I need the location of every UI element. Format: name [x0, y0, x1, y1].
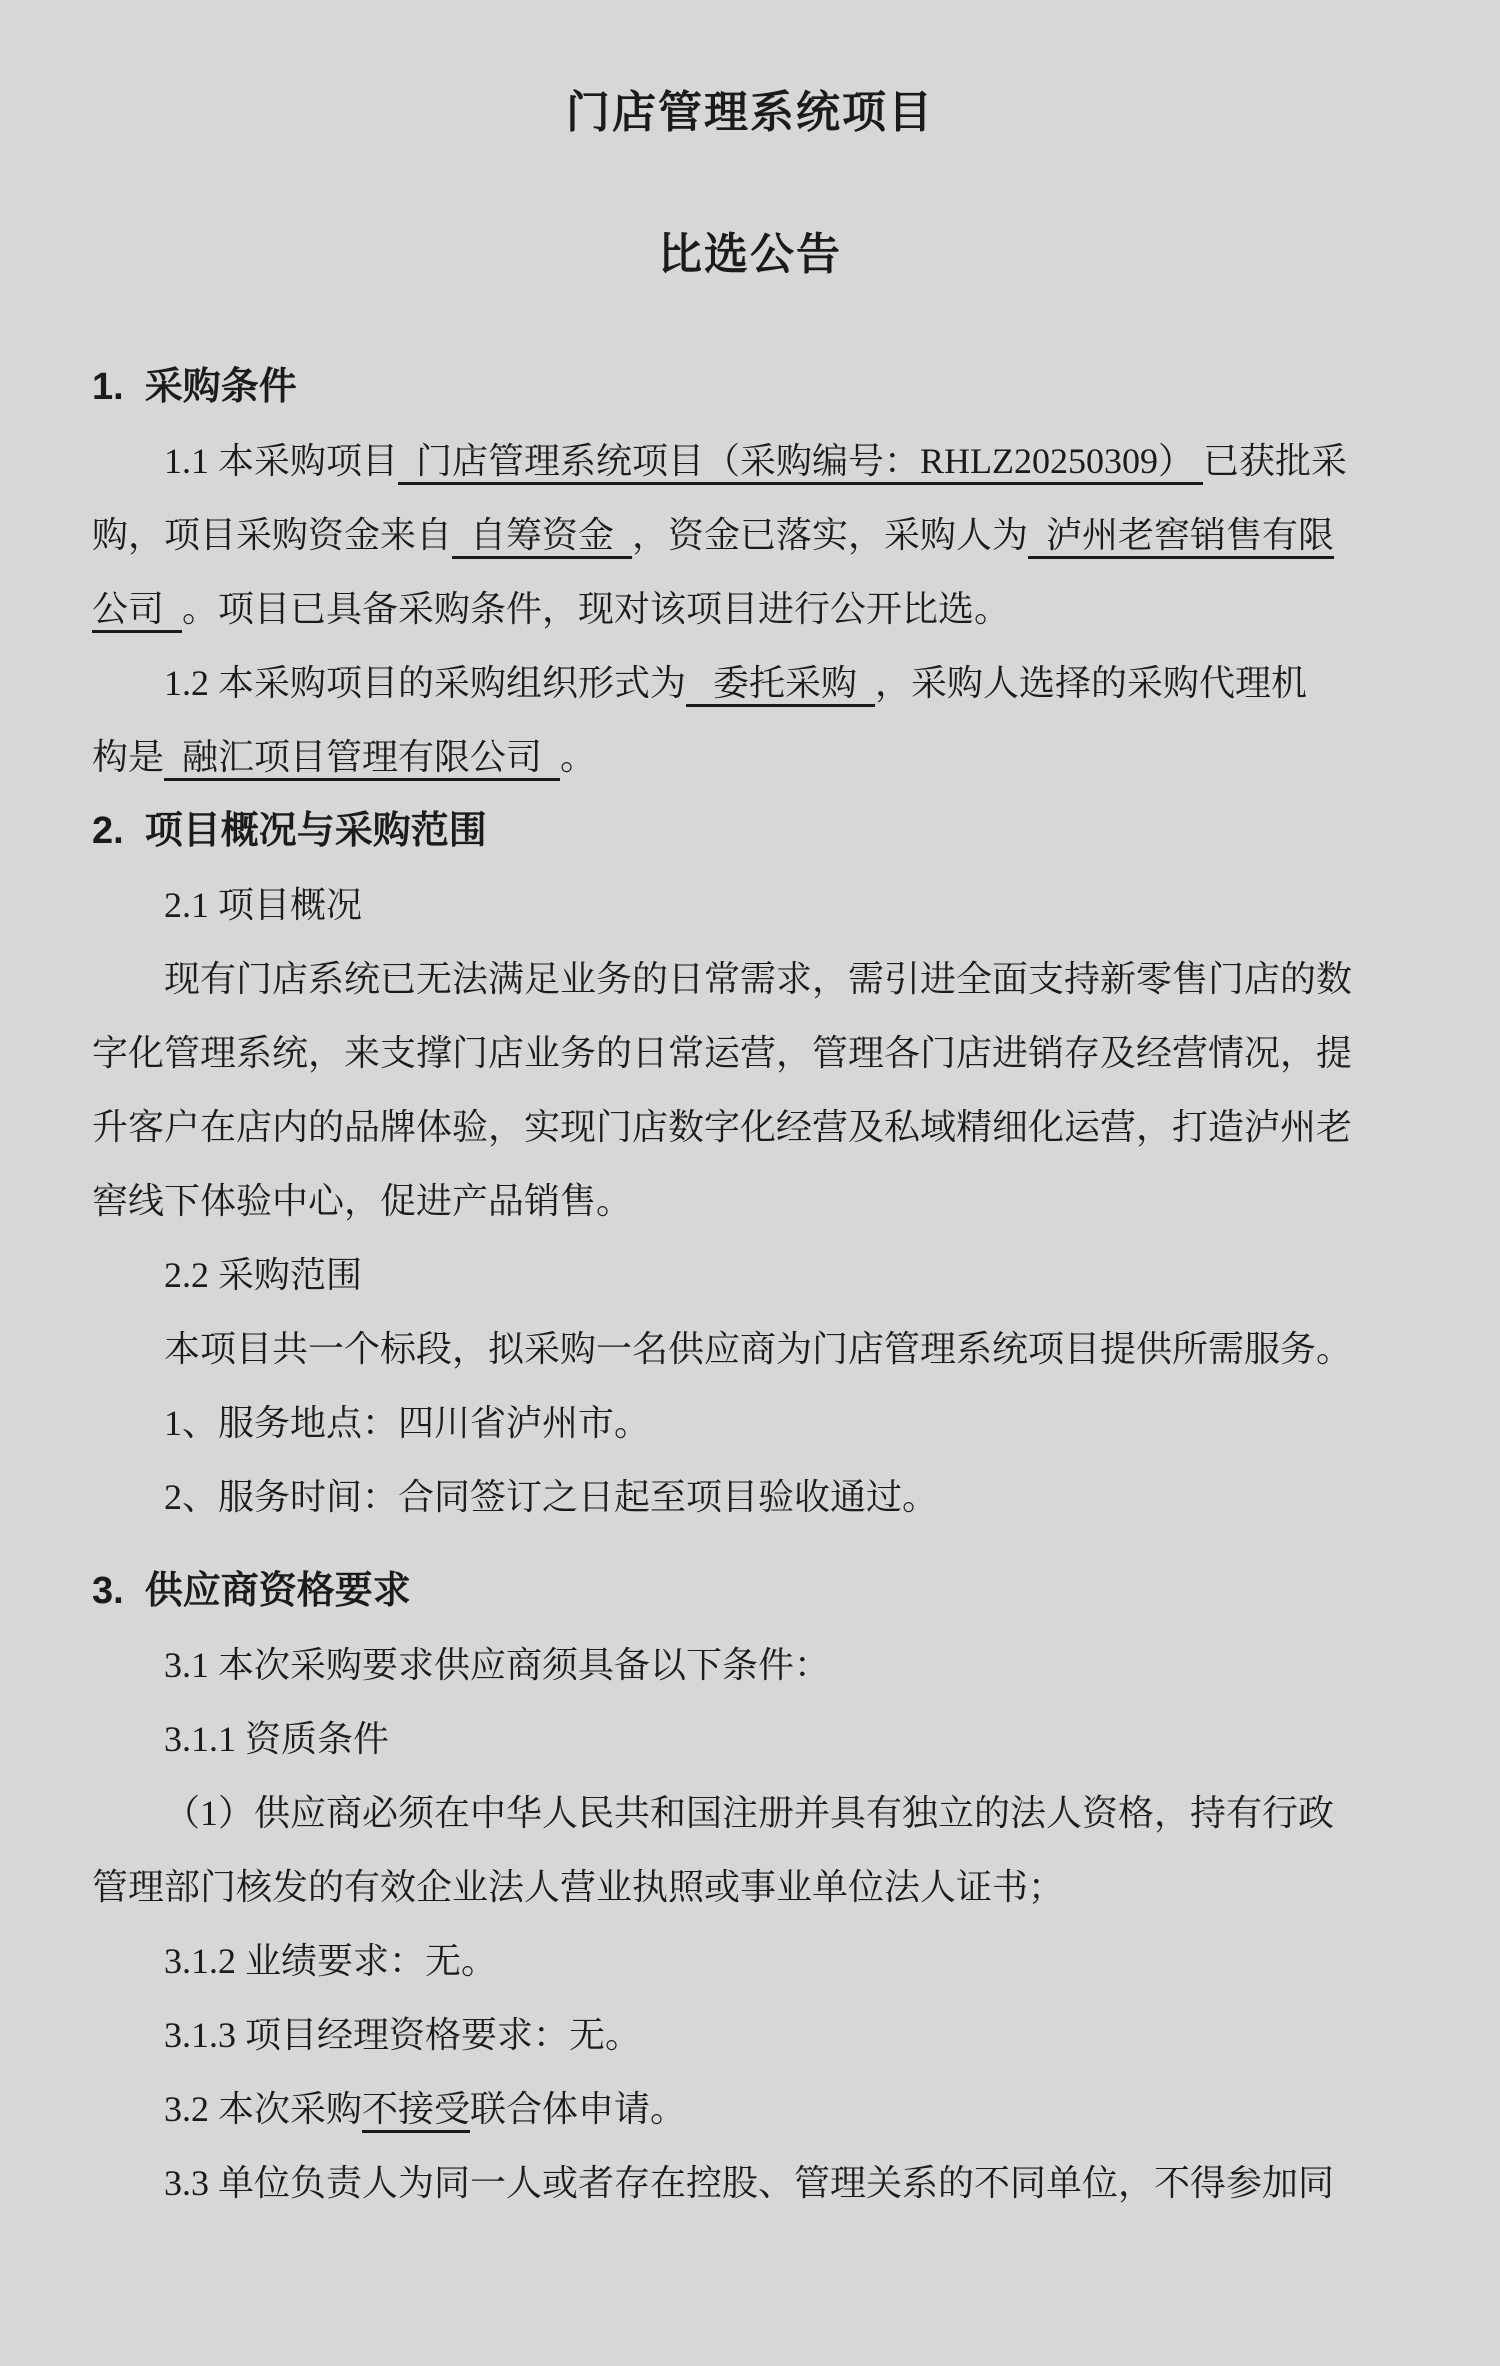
text-run: ，资金已落实，采购人为	[632, 515, 1029, 555]
text-run: 3.2 本次采购	[164, 2089, 363, 2129]
section-heading-line	[92, 1554, 1408, 1628]
text-line	[92, 424, 1408, 498]
underlined-field: 自筹资金	[452, 515, 633, 555]
text-run: 。项目已具备采购条件，现对该项目进行公开比选。	[182, 589, 1011, 629]
section-heading-line	[92, 794, 1408, 868]
text-line	[92, 1312, 1408, 1386]
underlined-field: 门店管理系统项目（采购编号：RHLZ20250309）	[398, 441, 1204, 481]
section-heading-line	[92, 350, 1408, 424]
text-run: 现有门店系统已无法满足业务的日常需求，需引进全面支持新零售门店的数	[164, 959, 1353, 999]
text-line	[92, 1460, 1408, 1534]
text-run: 构是	[92, 737, 165, 777]
underlined-field: 融汇项目管理有限公司	[164, 737, 561, 777]
text-run: 字化管理系统，来支撑门店业务的日常运营，管理各门店进销存及经营情况，提	[92, 1033, 1353, 1073]
text-run: 窖线下体验中心，促进产品销售。	[92, 1181, 633, 1221]
text-run: 1.1 本采购项目	[164, 441, 399, 481]
text-run: 3.3 单位负责人为同一人或者存在控股、管理关系的不同单位，不得参加同	[164, 2163, 1335, 2203]
text-line	[92, 1016, 1408, 1090]
text-run: 联合体申请。	[470, 2089, 687, 2129]
underlined-field: 泸州老窖销售有限	[1028, 515, 1335, 555]
text-line	[92, 1164, 1408, 1238]
text-run: 升客户在店内的品牌体验，实现门店数字化经营及私域精细化运营，打造泸州老	[92, 1107, 1353, 1147]
text-line	[92, 1850, 1408, 1924]
text-line	[92, 1090, 1408, 1164]
text-line	[92, 1924, 1408, 1998]
text-line	[92, 1776, 1408, 1850]
text-run: （1）供应商必须在中华人民共和国注册并具有独立的法人资格，持有行政	[164, 1793, 1335, 1833]
text-run: 3.1 本次采购要求供应商须具备以下条件：	[164, 1645, 831, 1685]
document-subtitle: 比选公告	[658, 230, 842, 279]
text-run: 购，项目采购资金来自	[92, 515, 453, 555]
text-run: 2. 项目概况与采购范围	[92, 810, 487, 852]
underlined-field: 不接受	[362, 2089, 471, 2129]
document-body	[0, 350, 1500, 2220]
text-line	[92, 1386, 1408, 1460]
text-line	[92, 498, 1408, 572]
text-run: 已获批采	[1203, 441, 1348, 481]
text-run: 3.1.1 资质条件	[164, 1719, 390, 1759]
text-line	[92, 1238, 1408, 1312]
text-line	[92, 1998, 1408, 2072]
text-run: 本项目共一个标段，拟采购一名供应商为门店管理系统项目提供所需服务。	[164, 1329, 1353, 1369]
text-line	[92, 1628, 1408, 1702]
text-run: 3.1.3 项目经理资格要求：无。	[164, 2015, 642, 2055]
text-run: 。	[560, 737, 597, 777]
text-run: 1. 采购条件	[92, 366, 297, 408]
document-title: 门店管理系统项目	[566, 88, 934, 137]
text-run: 3.1.2 业绩要求：无。	[164, 1941, 498, 1981]
text-run: 2、服务时间：合同签订之日起至项目验收通过。	[164, 1477, 939, 1517]
underlined-field: 委托采购	[686, 663, 876, 703]
text-run: 1、服务地点：四川省泸州市。	[164, 1403, 651, 1443]
underlined-field: 公司	[92, 589, 183, 629]
text-line	[92, 2146, 1408, 2220]
text-line	[92, 942, 1408, 1016]
text-line	[92, 720, 1408, 794]
text-run: 3. 供应商资格要求	[92, 1570, 411, 1612]
text-run: 2.2 采购范围	[164, 1255, 363, 1295]
text-line	[92, 1702, 1408, 1776]
text-run: 2.1 项目概况	[164, 885, 363, 925]
text-run: ，采购人选择的采购代理机	[875, 663, 1308, 703]
text-line	[92, 868, 1408, 942]
text-line	[92, 646, 1408, 720]
text-run: 1.2 本采购项目的采购组织形式为	[164, 663, 687, 703]
text-run: 管理部门核发的有效企业法人营业执照或事业单位法人证书；	[92, 1867, 1065, 1907]
text-line	[92, 2072, 1408, 2146]
text-line	[92, 572, 1408, 646]
